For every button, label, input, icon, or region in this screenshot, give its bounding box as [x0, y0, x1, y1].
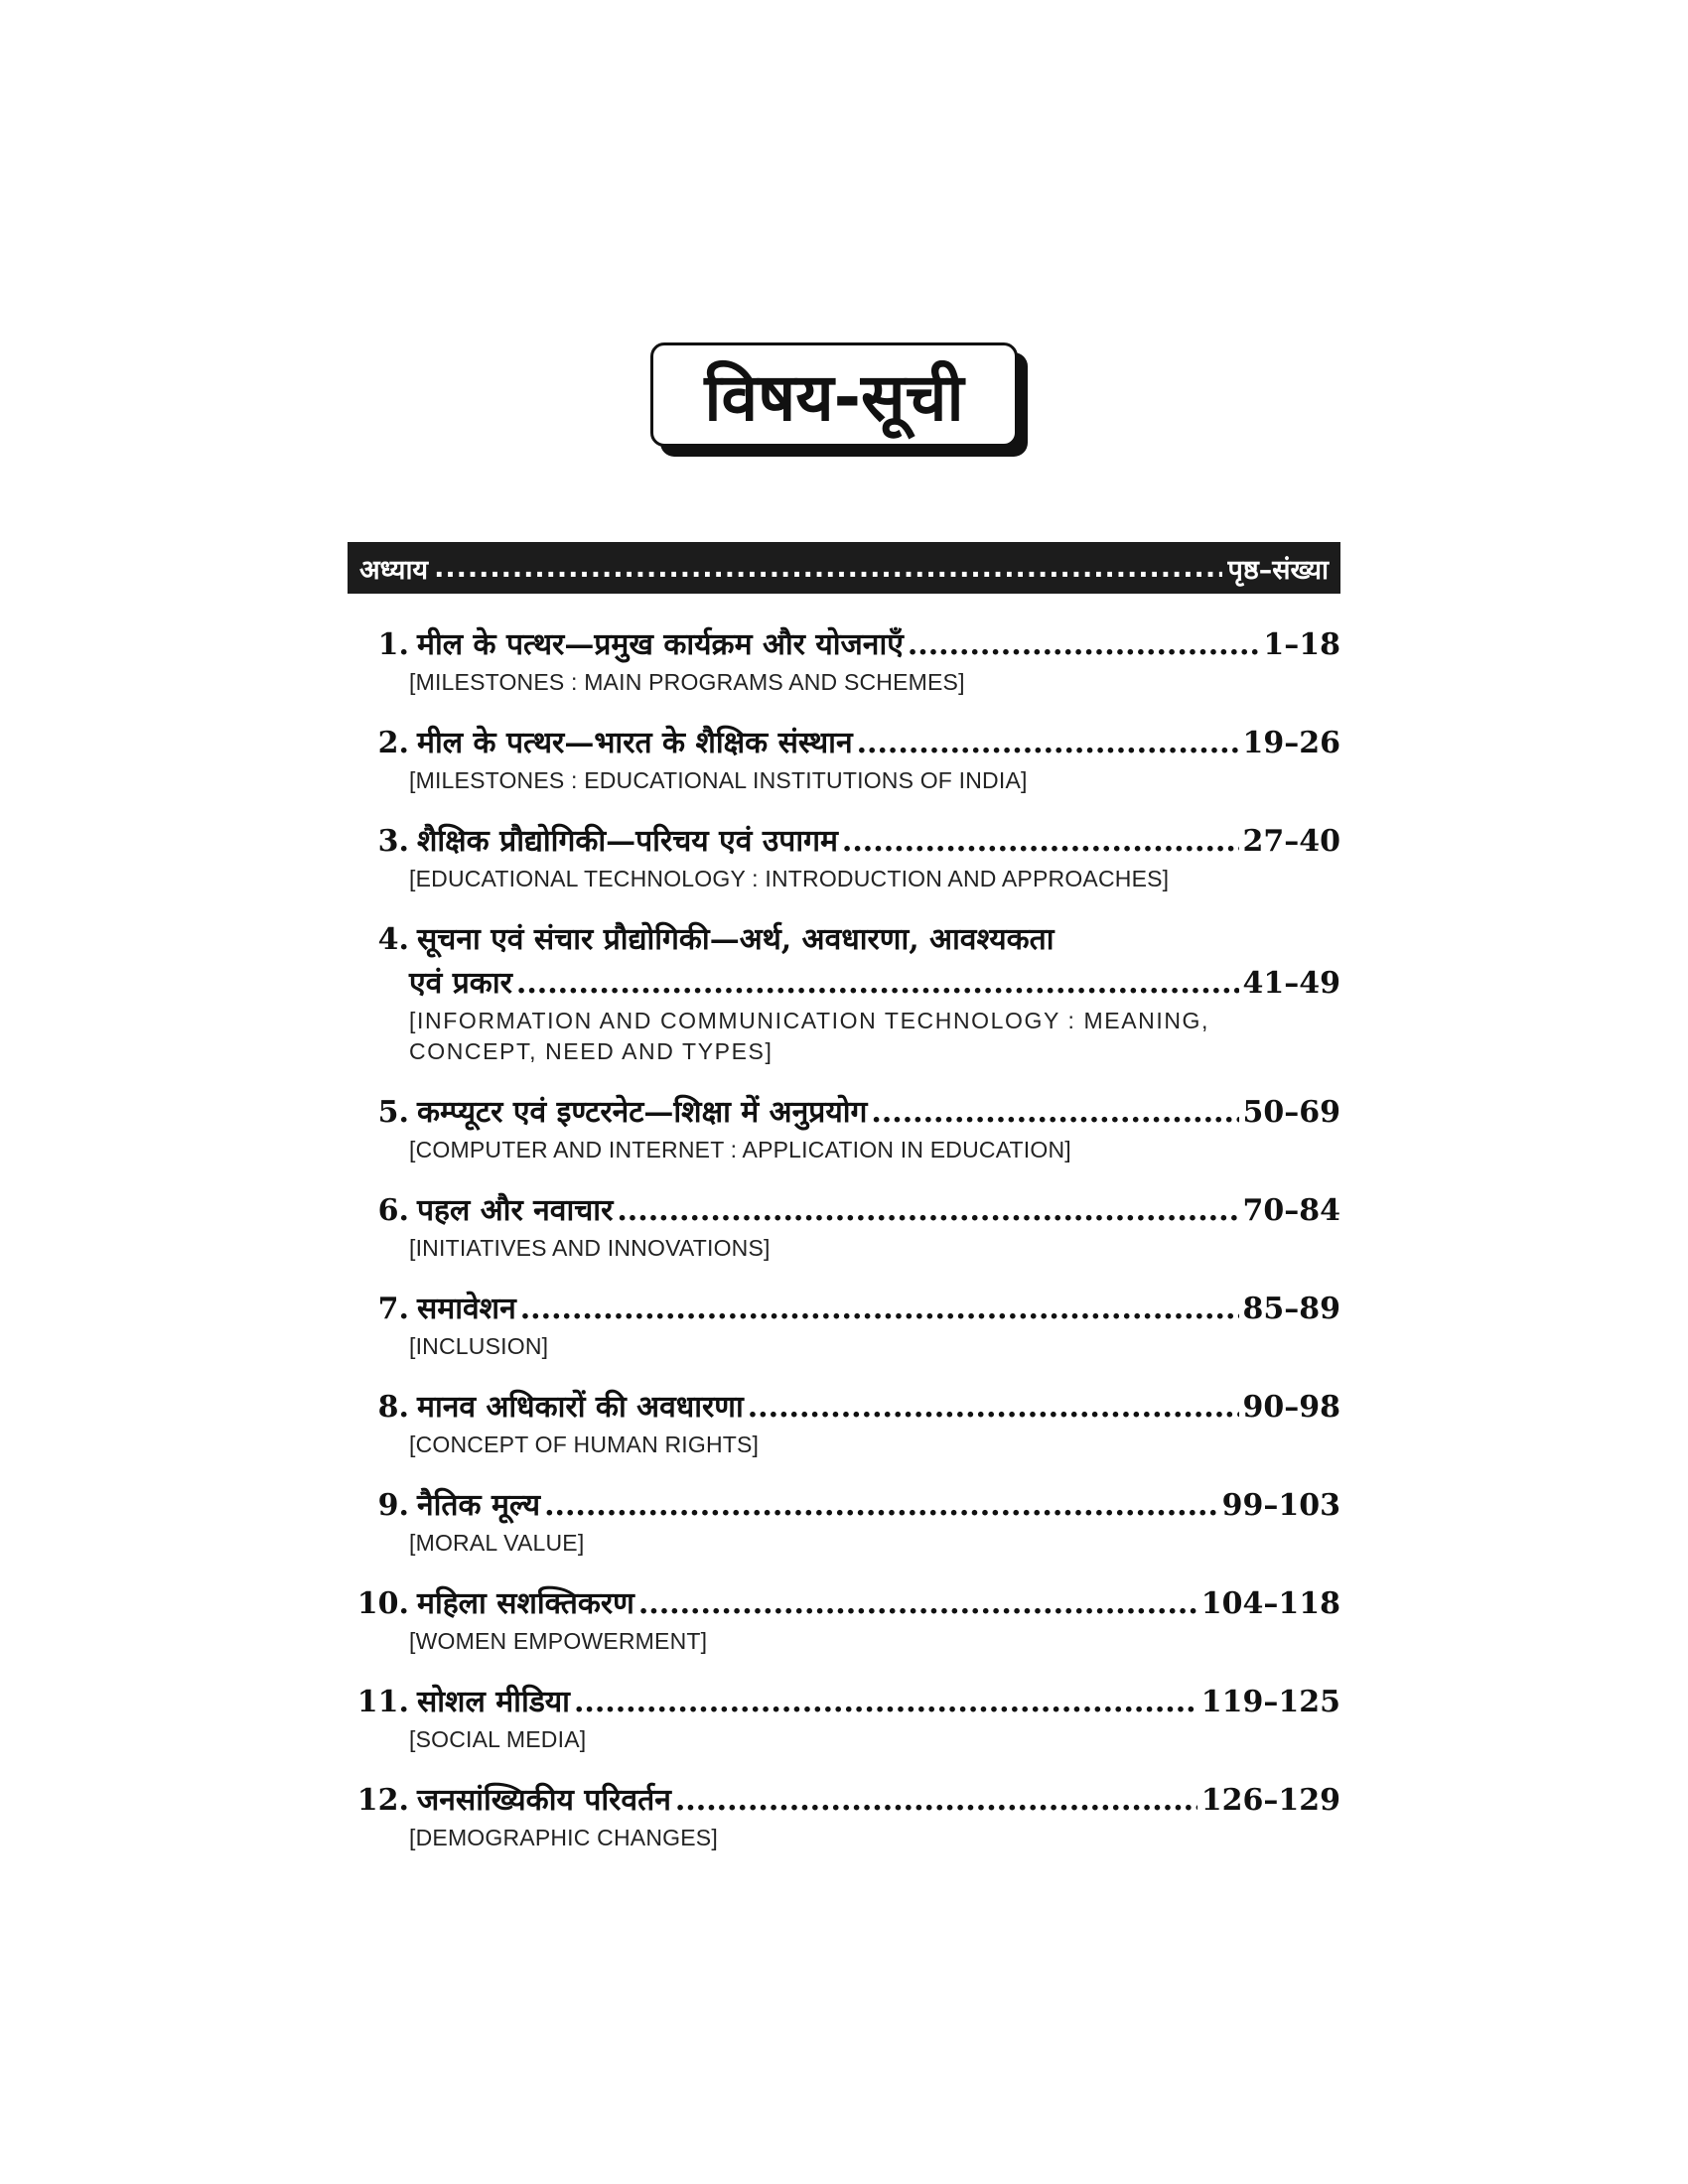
entry-title: पहल और नवाचार [417, 1193, 614, 1228]
page-title: विषय-सूची [650, 342, 1018, 447]
leader-dots [748, 1386, 1239, 1430]
entry-pages: 119–125 [1200, 1685, 1340, 1719]
leader-dots [516, 962, 1239, 1006]
toc-entry [348, 1484, 1340, 1559]
entry-title: सोशल मीडिया [417, 1685, 570, 1719]
entry-pages: 1–18 [1263, 627, 1340, 662]
leader-dots [638, 1582, 1197, 1626]
entry-english-subtitle: [EDUCATIONAL TECHNOLOGY : INTRODUCTION AND APPROACHES] [409, 866, 1170, 891]
leader-dots [842, 820, 1239, 864]
leader-dots [871, 1091, 1238, 1135]
entry-pages: 50–69 [1242, 1095, 1340, 1130]
toc-header-bar [348, 542, 1340, 594]
entry-pages: 41–49 [1242, 966, 1340, 1001]
entry-english-subtitle: [MORAL VALUE] [409, 1530, 585, 1556]
entry-title: समावेशन [417, 1292, 516, 1326]
toc-entry [348, 918, 1340, 1067]
entry-pages: 27–40 [1242, 824, 1340, 859]
entry-english-subtitle: [DEMOGRAPHIC CHANGES] [409, 1825, 718, 1850]
entry-title: महिला सशक्तिकरण [417, 1586, 634, 1621]
toc-entry [348, 1189, 1340, 1264]
leader-dots [544, 1484, 1218, 1528]
entry-title: मील के पत्थर—प्रमुख कार्यक्रम और योजनाएँ [417, 627, 904, 662]
entry-pages: 126–129 [1200, 1783, 1340, 1818]
entry-number: 12. [356, 1783, 409, 1818]
entry-title: शैक्षिक प्रौद्योगिकी—परिचय एवं उपागम [417, 824, 838, 859]
header-leader-dots [434, 553, 1221, 584]
entry-number: 3. [377, 824, 409, 859]
entry-title: कम्प्यूटर एवं इण्टरनेट—शिक्षा में अनुप्रयोग [417, 1095, 868, 1130]
entry-number: 6. [377, 1193, 409, 1228]
header-page-label: पृष्ठ–संख्या [1227, 554, 1329, 586]
entry-pages: 70–84 [1242, 1193, 1340, 1228]
toc-entry [348, 1582, 1340, 1657]
entry-title: मील के पत्थर—भारत के शैक्षिक संस्थान [417, 726, 853, 760]
entry-pages: 90–98 [1242, 1390, 1340, 1425]
entry-number: 8. [377, 1390, 409, 1425]
toc-entry [348, 1386, 1340, 1460]
entry-english-subtitle: [MILESTONES : MAIN PROGRAMS AND SCHEMES] [409, 669, 965, 695]
entry-number: 4. [377, 922, 409, 957]
toc-entry [348, 820, 1340, 894]
entry-title-continued: एवं प्रकार [409, 966, 512, 1001]
entry-pages: 19–26 [1242, 726, 1340, 760]
header-chapter-label: अध्याय [359, 554, 429, 586]
entry-english-subtitle: [INITIATIVES AND INNOVATIONS] [409, 1235, 771, 1261]
entry-pages: 85–89 [1242, 1292, 1340, 1326]
entry-number: 11. [356, 1685, 409, 1719]
entry-english-subtitle: [COMPUTER AND INTERNET : APPLICATION IN EDUCATION] [409, 1137, 1071, 1162]
entry-number: 10. [356, 1586, 409, 1621]
entry-english-subtitle: [SOCIAL MEDIA] [409, 1726, 587, 1752]
toc-entry [348, 1779, 1340, 1853]
leader-dots [675, 1779, 1197, 1823]
entry-number: 9. [377, 1488, 409, 1523]
entry-english-subtitle: [INFORMATION AND COMMUNICATION TECHNOLOGY : MEANING, CONCEPT, NEED AND TYPES] [409, 1008, 1210, 1064]
entry-title: सूचना एवं संचार प्रौद्योगिकी—अर्थ, अवधारणा, आवश्यकता [417, 922, 1055, 957]
toc-entry [348, 623, 1340, 698]
entry-english-subtitle: [CONCEPT OF HUMAN RIGHTS] [409, 1432, 760, 1457]
entry-english-subtitle: [MILESTONES : EDUCATIONAL INSTITUTIONS OF INDIA] [409, 767, 1028, 793]
entry-english-subtitle: [INCLUSION] [409, 1333, 549, 1359]
leader-dots [574, 1681, 1197, 1724]
entry-number: 1. [377, 627, 409, 662]
toc-entry [348, 722, 1340, 796]
entry-pages: 104–118 [1200, 1586, 1340, 1621]
entry-title: मानव अधिकारों की अवधारणा [417, 1390, 744, 1425]
entry-english-subtitle: [WOMEN EMPOWERMENT] [409, 1628, 708, 1654]
toc-entry [348, 1091, 1340, 1165]
page-title-frame [650, 342, 1028, 457]
entry-number: 5. [377, 1095, 409, 1130]
entry-number: 2. [377, 726, 409, 760]
leader-dots [520, 1288, 1239, 1331]
toc-list [348, 623, 1340, 1877]
entry-title: जनसांख्यिकीय परिवर्तन [417, 1783, 671, 1818]
entry-title: नैतिक मूल्य [417, 1488, 541, 1523]
entry-pages: 99–103 [1221, 1488, 1340, 1523]
entry-number: 7. [377, 1292, 409, 1326]
toc-entry [348, 1681, 1340, 1755]
leader-dots [857, 722, 1239, 765]
leader-dots [908, 623, 1260, 667]
toc-entry [348, 1288, 1340, 1362]
leader-dots [617, 1189, 1238, 1233]
